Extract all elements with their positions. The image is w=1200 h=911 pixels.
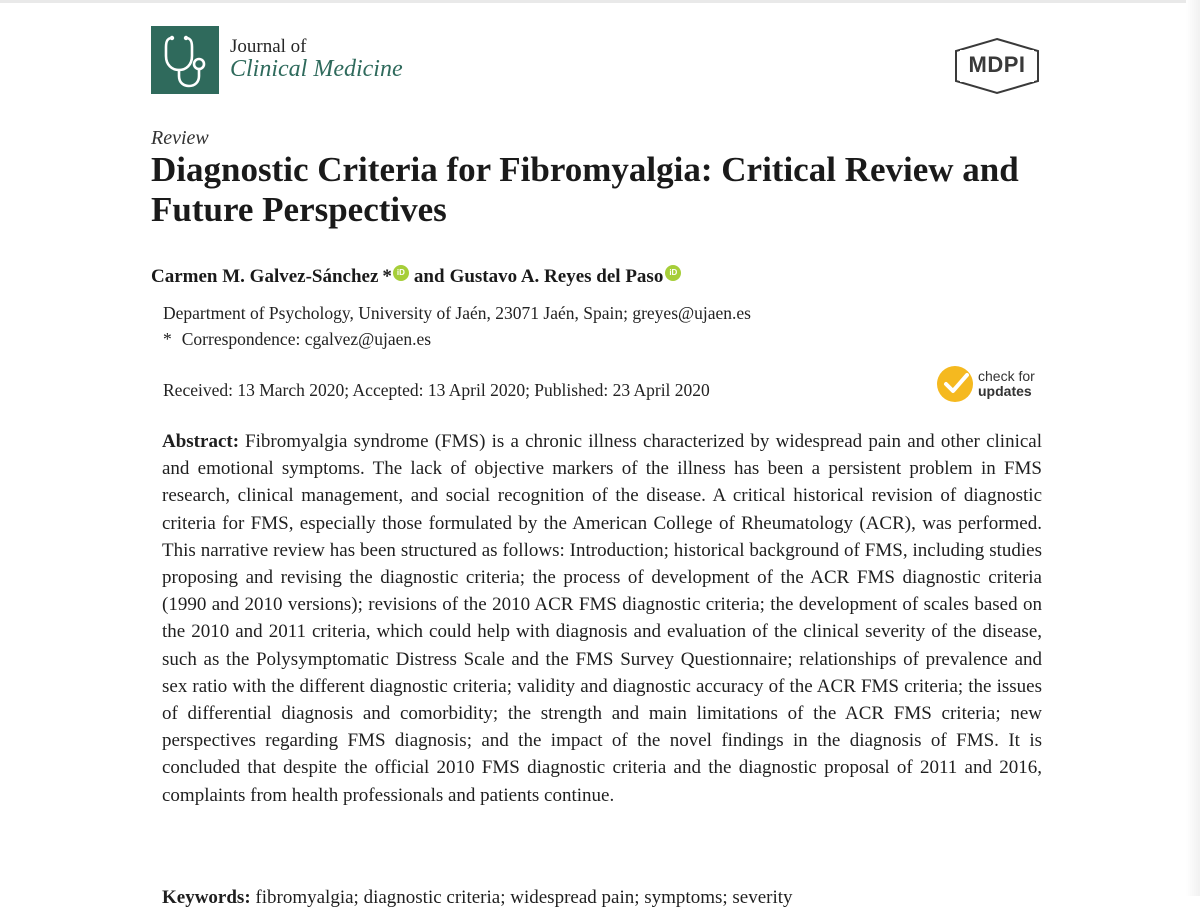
abstract xyxy=(162,428,1042,809)
check-for-updates-button[interactable] xyxy=(937,366,1035,402)
author-name[interactable]: Carmen M. Galvez-Sánchez xyxy=(151,266,379,287)
journal-name-line2: Clinical Medicine xyxy=(230,56,403,83)
correspondence-mark: * xyxy=(163,329,172,349)
affiliation: Department of Psychology, University of Jaén, 23071 Jaén, Spain; greyes@ujaen.es xyxy=(163,303,751,323)
author-name[interactable]: Gustavo A. Reyes del Paso xyxy=(449,266,664,287)
correspondence-text: Correspondence: cgalvez@ujaen.es xyxy=(181,329,432,349)
orcid-icon[interactable]: iD xyxy=(665,265,681,281)
check-for-updates-line1: check for xyxy=(978,368,1035,384)
journal-name xyxy=(230,37,403,83)
check-for-updates-label xyxy=(978,369,1035,399)
journal-logo[interactable] xyxy=(151,26,403,94)
publisher-name: MDPI xyxy=(968,52,1026,77)
correspondence xyxy=(163,329,431,350)
author-separator: and xyxy=(413,266,445,287)
abstract-label: Abstract: xyxy=(162,431,240,452)
corresponding-author-mark: * xyxy=(382,266,392,287)
journal-name-line1: Journal of xyxy=(230,35,307,57)
orcid-icon[interactable]: iD xyxy=(393,265,409,281)
keywords-label: Keywords: xyxy=(162,887,251,908)
mdpi-logo[interactable] xyxy=(954,38,1040,94)
publication-dates: Received: 13 March 2020; Accepted: 13 April 2020; Published: 23 April 2020 xyxy=(163,380,710,400)
article-type: Review xyxy=(151,127,209,149)
article-title: Diagnostic Criteria for Fibromyalgia: Critical Review and Future Perspectives xyxy=(151,150,1019,229)
check-for-updates-line2: updates xyxy=(978,383,1032,399)
checkmark-icon xyxy=(937,366,973,402)
stethoscope-icon xyxy=(151,26,219,94)
abstract-text: Fibromyalgia syndrome (FMS) is a chronic illness characterized by widespread pain and other clinical and emotional symptoms. The lack of objective markers of the illness has been a persistent problem in FMS research, clinical management, and social recognition of the disease. A critical historical revision of diagnostic criteria for FMS, especially those formulated by the American College of Rheumatology (ACR), was performed. This narrative review has been structured as follows: Introduction; historical background of FMS, including studies proposing and revising the diagnostic criteria; the process of development of the ACR FMS diagnostic criteria (1990 and 2010 versions); revisions of the 2010 ACR FMS diagnostic criteria; the development of scales based on the 2010 and 2011 criteria, which could help with diagnosis and evaluation of the clinical severity of the disease, such as the Polysymptomatic Distress Scale and the FMS Survey Questionnaire; relationships of prevalence and sex ratio with the different diagnostic criteria; validity and diagnostic accuracy of the ACR FMS criteria; the issues of differential diagnosis and comorbidity; the strength and main limitations of the ACR FMS criteria; new perspectives regarding FMS diagnosis; and the impact of the novel findings in the diagnosis of FMS. It is concluded that despite the official 2010 FMS diagnostic criteria and the diagnostic proposal of 2011 and 2016, complaints from health professionals and patients continue. xyxy=(162,431,1042,806)
author-list xyxy=(151,265,684,289)
keywords xyxy=(162,884,1042,911)
keywords-text: fibromyalgia; diagnostic criteria; widespread pain; symptoms; severity xyxy=(255,887,793,908)
page-right-edge xyxy=(1186,0,1200,896)
page-top-edge xyxy=(0,0,1200,3)
